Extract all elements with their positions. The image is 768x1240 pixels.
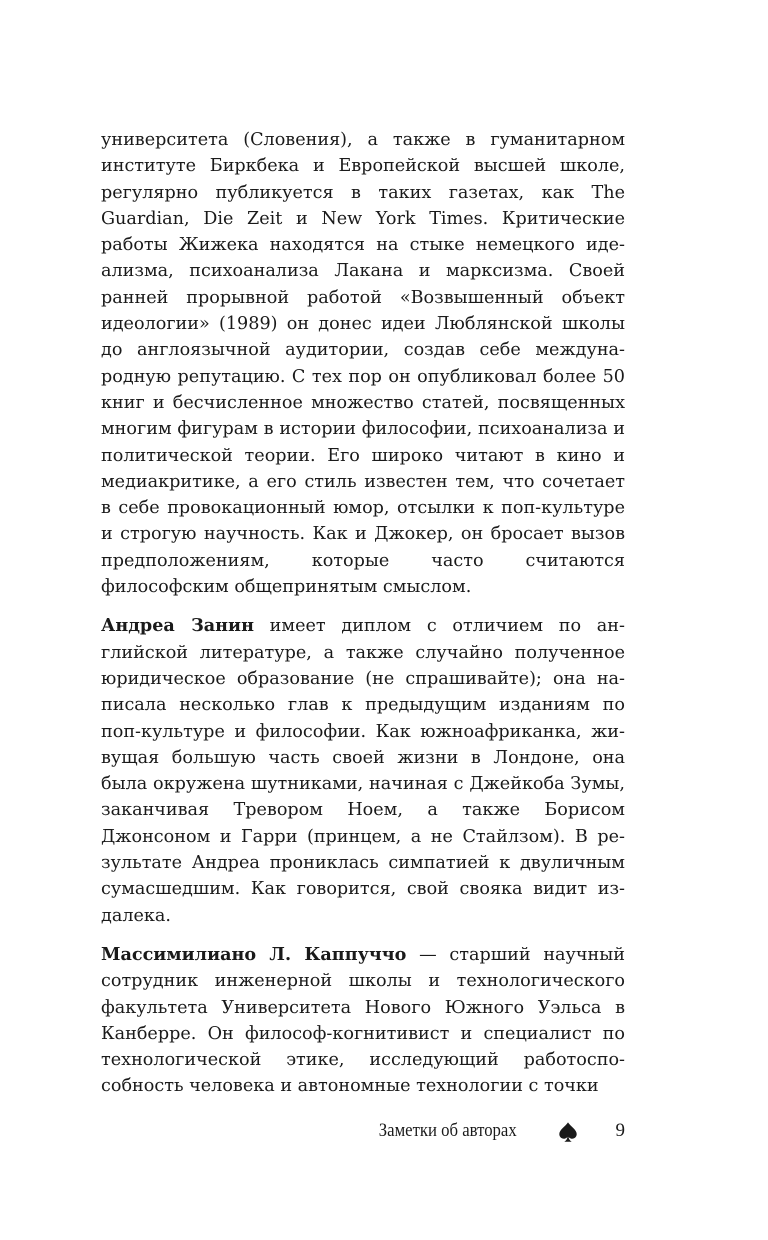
author-name-cappuccio: Массимилиано Л. Каппуччо	[101, 943, 407, 965]
author-name-zanin: Андреа Занин	[101, 615, 254, 637]
author-bio-cappuccio: — старший научный сотрудник инженерной школы и технологического факультета Университета Нового Южного Уэльса в Канберре. Он философ-когнитивист и специалист по технологической этике, исследующий работоспособность человека и автономные технологии с точки	[101, 944, 625, 1097]
page-number: 9	[615, 1120, 625, 1141]
paragraph-cappuccio-bio	[101, 942, 625, 1100]
paragraph-zanin-bio	[101, 613, 625, 929]
body-text	[101, 127, 625, 1100]
paragraph-zizek-bio: университета (Словения), а также в гуманитарном институте Биркбека и Европейской высшей школе, регулярно публикуется в таких газетах, как The Guardian, Die Zeit и New York Times. Критические работы Жижека находятся на стыке немецкого идеализма, психоанализа Лакана и марксизма. Своей ранней прорывной работой «Возвышенный объект идеологии» (1989) он донес идеи Люблянской школы до англоязычной аудитории, создав себе международную репутацию. С тех пор он опубликовал более 50 книг и бесчисленное множество статей, посвященных многим фигурам в истории философии, психоанализа и политической теории. Его широко читают в кино и медиакритике, а его стиль известен тем, что сочетает в себе провокационный юмор, отсылки к поп-культуре и строгую научность. Как и Джокер, он бросает вызов предположениям, которые часто считаются философским общепринятым смыслом.	[101, 130, 625, 598]
author-bio-zanin: имеет диплом с отличием по английской литературе, а также случайно полученное юридическое образование (не спрашивайте); она написала несколько глав к предыдущим изданиям по поп-культуре и философии. Как южноафриканка, живущая большую часть своей жизни в Лондоне, она была окружена шутниками, начиная с Джейкоба Зумы, заканчивая Тревором Ноем, а также Борисом Джонсоном и Гарри (принцем, а не Стайлзом). В результате Андреа прониклась симпатией к двуличным сумасшедшим. Как говорится, свой свояка видит издалека.	[101, 616, 625, 926]
running-title: Заметки об авторах	[379, 1120, 517, 1141]
running-footer	[101, 1120, 625, 1150]
spade-icon	[557, 1121, 579, 1143]
